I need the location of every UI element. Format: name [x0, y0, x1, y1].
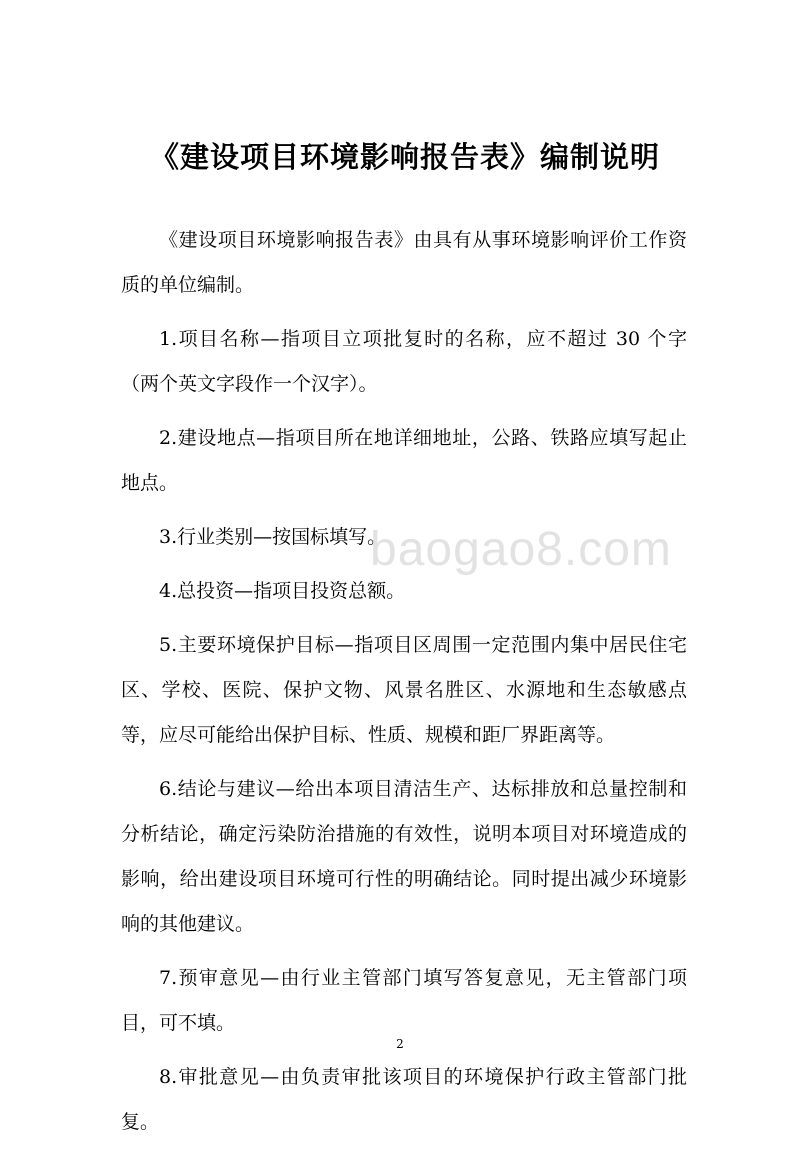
- item-pre-review-opinion: 7.预审意见—由行业主管部门填写答复意见，无主管部门项目，可不填。: [121, 967, 687, 1034]
- item-industry-category: 3.行业类别—按国标填写。: [159, 526, 387, 548]
- item-conclusions: 6.结论与建议—给出本项目清洁生产、达标排放和总量控制和分析结论，确定污染防治措施的有效性，说明本项目对环境造成的影响，给出建设项目环境可行性的明确结论。同时提出减少环境影响的其他建议。: [121, 778, 687, 935]
- document-title: 《建设项目环境影响报告表》编制说明: [150, 140, 661, 174]
- item-construction-site: 2.建设地点—指项目所在地详细地址，公路、铁路应填写起止地点。: [121, 427, 687, 494]
- page-number: 2: [396, 1037, 404, 1051]
- watermark: baogao8.com: [370, 523, 672, 576]
- intro-paragraph: 《建设项目环境影响报告表》由具有从事环境影响评价工作资质的单位编制。: [121, 229, 687, 296]
- item-project-name: 1.项目名称—指项目立项批复时的名称，应不超过 30 个字（两个英文字段作一个汉字）。: [121, 328, 687, 395]
- document-body: [121, 218, 687, 1154]
- item-total-investment: 4.总投资—指项目投资总额。: [159, 580, 406, 602]
- item-protection-targets: 5.主要环境保护目标—指项目区周围一定范围内集中居民住宅区、学校、医院、保护文物、风景名胜区、水源地和生态敏感点等，应尽可能给出保护目标、性质、规模和距厂界距离等。: [121, 634, 687, 746]
- item-approval-opinion: 8.审批意见—由负责审批该项目的环境保护行政主管部门批复。: [121, 1066, 687, 1133]
